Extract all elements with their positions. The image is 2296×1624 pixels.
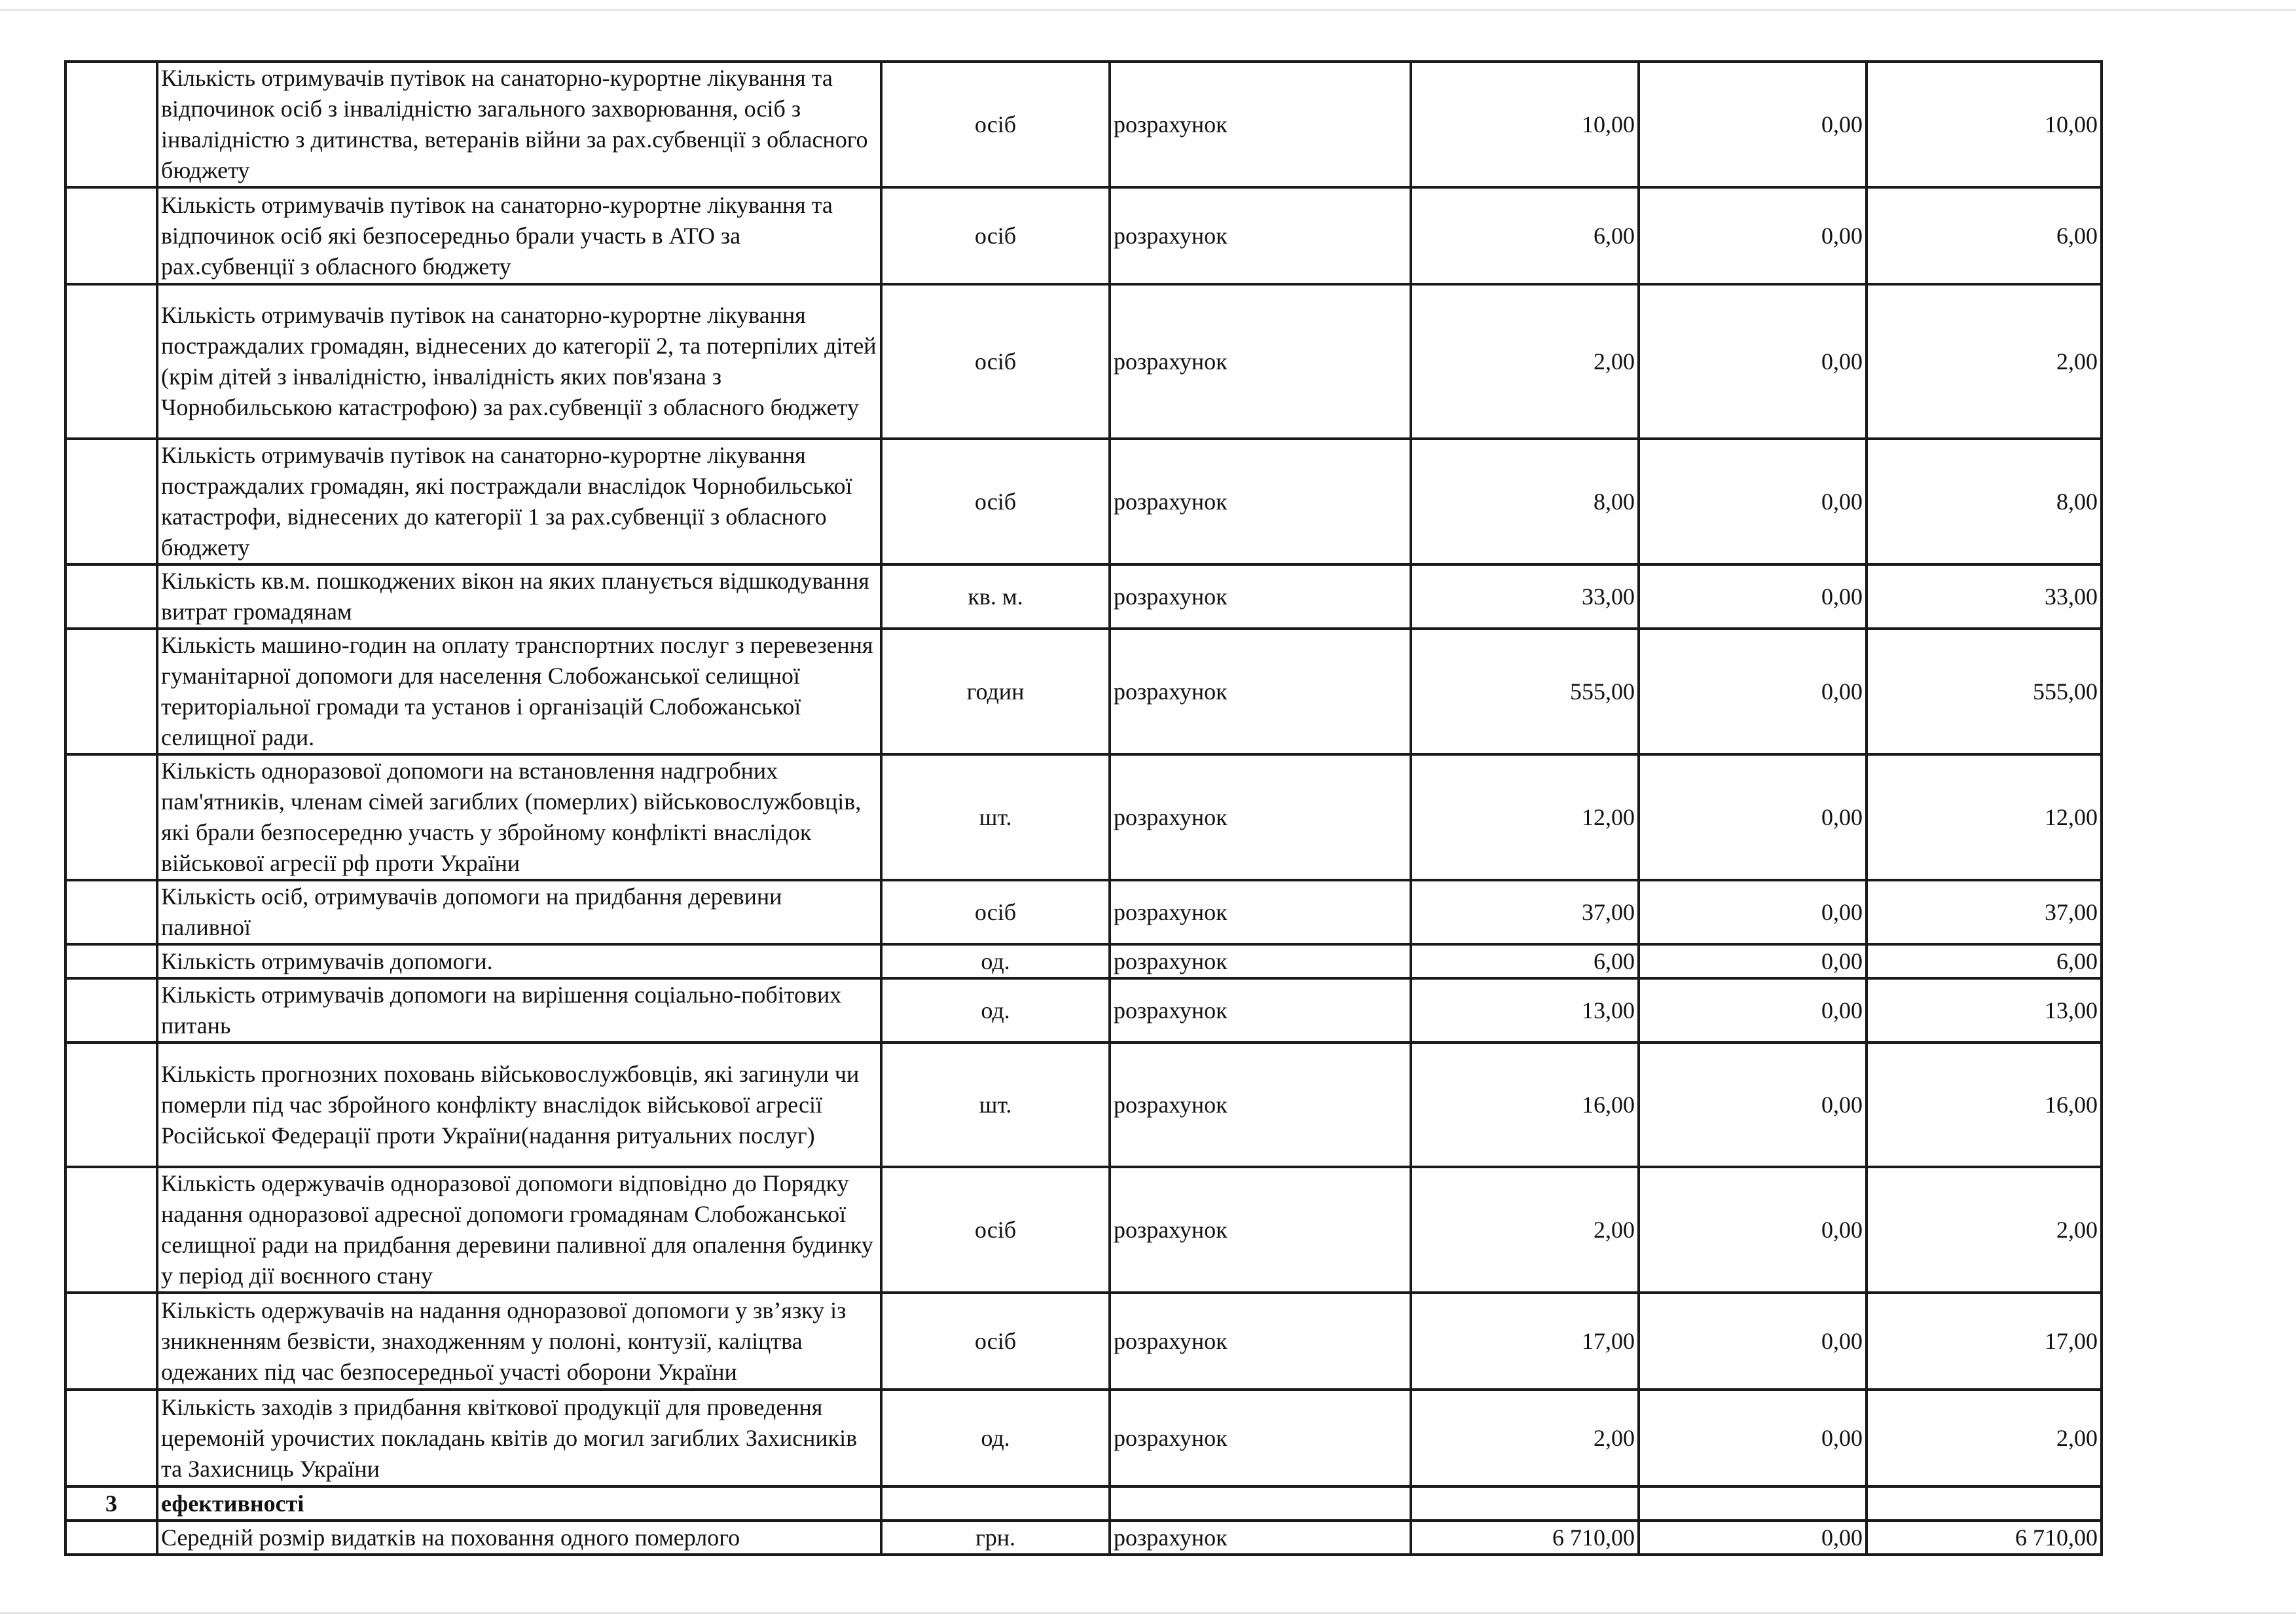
data-source: розрахунок: [1110, 284, 1411, 439]
unit-of-measure: осіб: [881, 439, 1110, 564]
indicator-name: Кількість отримувачів допомоги.: [157, 944, 881, 978]
value-general-fund: 10,00: [1411, 62, 1639, 187]
value-general-fund: 37,00: [1411, 880, 1639, 944]
indicator-name: Кількість одноразової допомоги на встановлення надгробних пам'ятників, членам сімей загиблих (померлих) військовослужбовців, які брали безпосередню участь у збройному конфлікті внаслідок військової агресії рф проти України: [157, 754, 881, 880]
data-source: розрахунок: [1110, 439, 1411, 564]
scan-artifact-bottom: [0, 1612, 2296, 1614]
value-total: 2,00: [1867, 1167, 2102, 1293]
value-total: 33,00: [1867, 564, 2102, 629]
table-row: [65, 62, 2102, 187]
data-source: розрахунок: [1110, 1390, 1411, 1486]
value-special-fund: 0,00: [1639, 1390, 1867, 1486]
unit-of-measure: осіб: [881, 1293, 1110, 1390]
value-total: 555,00: [1867, 629, 2102, 754]
value-general-fund: 33,00: [1411, 564, 1639, 629]
row-number: [65, 754, 157, 880]
table-row: [65, 1167, 2102, 1293]
data-source: розрахунок: [1110, 978, 1411, 1043]
value-general-fund: 2,00: [1411, 1390, 1639, 1486]
value-total: 10,00: [1867, 62, 2102, 187]
value-special-fund: 0,00: [1639, 880, 1867, 944]
row-number: [65, 284, 157, 439]
indicator-name: Кількість одержувачів на надання одноразової допомоги у зв’язку із зникненням безвісти, знаходженням у полоні, контузії, каліцтва одежаних під час безпосередньої участі оборони України: [157, 1293, 881, 1390]
value-general-fund: 2,00: [1411, 284, 1639, 439]
value-total: 16,00: [1867, 1043, 2102, 1167]
section-header-row: [65, 1486, 2102, 1521]
unit-of-measure: осіб: [881, 284, 1110, 439]
unit-of-measure: од.: [881, 1390, 1110, 1486]
value-special-fund: 0,00: [1639, 564, 1867, 629]
data-source: розрахунок: [1110, 564, 1411, 629]
indicator-name: Кількість одержувачів одноразової допомоги відповідно до Порядку надання одноразової адресної допомоги громадянам Слобожанської селищної ради на придбання деревини паливної для опалення будинку у період дії воєнного стану: [157, 1167, 881, 1293]
unit-of-measure: шт.: [881, 1043, 1110, 1167]
table-row: [65, 754, 2102, 880]
table-row: [65, 1390, 2102, 1486]
indicator-name: Кількість кв.м. пошкоджених вікон на яких планується відшкодування витрат громадянам: [157, 564, 881, 629]
indicator-name: Кількість отримувачів путівок на санаторно-курортне лікування постраждалих громадян, віднесених до категорії 2, та потерпілих дітей (крім дітей з інвалідністю, інвалідність яких пов'язана з Чорнобильською катастрофою) за рах.субвенції з обласного бюджету: [157, 284, 881, 439]
value-special-fund: 0,00: [1639, 62, 1867, 187]
row-number: [65, 1521, 157, 1555]
data-source: розрахунок: [1110, 944, 1411, 978]
row-number: 3: [65, 1486, 157, 1521]
unit-of-measure: од.: [881, 978, 1110, 1043]
value-general-fund: 555,00: [1411, 629, 1639, 754]
table-row: [65, 978, 2102, 1043]
unit-of-measure: кв. м.: [881, 564, 1110, 629]
data-source: розрахунок: [1110, 1521, 1411, 1555]
unit-of-measure: осіб: [881, 187, 1110, 284]
indicator-name: Кількість отримувачів путівок на санаторно-курортне лікування постраждалих громадян, які постраждали внаслідок Чорнобильської катастрофи, віднесених до категорії 1 за рах.субвенції з обласного бюджету: [157, 439, 881, 564]
row-number: [65, 1043, 157, 1167]
unit-of-measure: грн.: [881, 1521, 1110, 1555]
value-total: 6,00: [1867, 944, 2102, 978]
value-general-fund: 12,00: [1411, 754, 1639, 880]
value-total: 12,00: [1867, 754, 2102, 880]
row-number: [65, 629, 157, 754]
value-special-fund: 0,00: [1639, 1521, 1867, 1555]
indicator-name: Кількість прогнозних поховань військовослужбовців, які загинули чи померли під час збройного конфлікту внаслідок військової агресії Російської Федерації проти України(надання ритуальних послуг): [157, 1043, 881, 1167]
value-special-fund: 0,00: [1639, 1293, 1867, 1390]
data-source: розрахунок: [1110, 880, 1411, 944]
data-source: розрахунок: [1110, 1293, 1411, 1390]
indicator-name: Кількість отримувачів путівок на санаторно-курортне лікування та відпочинок осіб які безпосередньо брали участь в АТО за рах.субвенції з обласного бюджету: [157, 187, 881, 284]
value-total: [1867, 1486, 2102, 1521]
row-number: [65, 1390, 157, 1486]
data-source: розрахунок: [1110, 1167, 1411, 1293]
table-row: [65, 284, 2102, 439]
value-special-fund: 0,00: [1639, 1167, 1867, 1293]
table-row: [65, 1293, 2102, 1390]
value-special-fund: 0,00: [1639, 978, 1867, 1043]
data-source: розрахунок: [1110, 1043, 1411, 1167]
unit-of-measure: од.: [881, 944, 1110, 978]
indicator-name: ефективності: [157, 1486, 881, 1521]
value-special-fund: 0,00: [1639, 1043, 1867, 1167]
indicator-name: Кількість заходів з придбання квіткової продукції для проведення церемоній урочистих покладань квітів до могил загиблих Захисників та Захисниць України: [157, 1390, 881, 1486]
table-row: [65, 564, 2102, 629]
row-number: [65, 62, 157, 187]
value-general-fund: 6,00: [1411, 944, 1639, 978]
row-number: [65, 564, 157, 629]
indicator-name: Кількість отримувачів допомоги на вирішення соціально-побітових питань: [157, 978, 881, 1043]
value-total: 6,00: [1867, 187, 2102, 284]
table-row: [65, 1043, 2102, 1167]
table-row: [65, 629, 2102, 754]
indicator-name: Кількість осіб, отримувачів допомоги на придбання деревини паливної: [157, 880, 881, 944]
row-number: [65, 978, 157, 1043]
value-general-fund: 6 710,00: [1411, 1521, 1639, 1555]
data-source: розрахунок: [1110, 62, 1411, 187]
indicator-name: Кількість машино-годин на оплату транспортних послуг з перевезення гуманітарної допомоги для населення Слобожанської селищної територіальної громади та установ і організацій Слобожанської селищної ради.: [157, 629, 881, 754]
value-general-fund: 16,00: [1411, 1043, 1639, 1167]
indicator-name: Середній розмір видатків на поховання одного померлого: [157, 1521, 881, 1555]
row-number: [65, 944, 157, 978]
table-row: [65, 439, 2102, 564]
value-total: 17,00: [1867, 1293, 2102, 1390]
value-special-fund: 0,00: [1639, 439, 1867, 564]
unit-of-measure: осіб: [881, 1167, 1110, 1293]
budget-indicators-table: [64, 60, 2103, 1556]
unit-of-measure: осіб: [881, 880, 1110, 944]
value-total: 37,00: [1867, 880, 2102, 944]
value-special-fund: 0,00: [1639, 944, 1867, 978]
data-source: [1110, 1486, 1411, 1521]
table-row: [65, 880, 2102, 944]
value-total: 13,00: [1867, 978, 2102, 1043]
row-number: [65, 1167, 157, 1293]
unit-of-measure: годин: [881, 629, 1110, 754]
table-row: [65, 1521, 2102, 1555]
data-source: розрахунок: [1110, 187, 1411, 284]
value-special-fund: 0,00: [1639, 629, 1867, 754]
unit-of-measure: шт.: [881, 754, 1110, 880]
value-general-fund: [1411, 1486, 1639, 1521]
value-special-fund: 0,00: [1639, 284, 1867, 439]
value-general-fund: 6,00: [1411, 187, 1639, 284]
value-special-fund: [1639, 1486, 1867, 1521]
value-total: 2,00: [1867, 1390, 2102, 1486]
unit-of-measure: осіб: [881, 62, 1110, 187]
value-special-fund: 0,00: [1639, 754, 1867, 880]
value-general-fund: 2,00: [1411, 1167, 1639, 1293]
value-total: 6 710,00: [1867, 1521, 2102, 1555]
row-number: [65, 880, 157, 944]
scan-artifact-top: [0, 9, 2296, 11]
value-total: 8,00: [1867, 439, 2102, 564]
unit-of-measure: [881, 1486, 1110, 1521]
row-number: [65, 1293, 157, 1390]
value-total: 2,00: [1867, 284, 2102, 439]
value-special-fund: 0,00: [1639, 187, 1867, 284]
indicator-name: Кількість отримувачів путівок на санаторно-курортне лікування та відпочинок осіб з інвалідністю загального захворювання, осіб з інвалідністю з дитинства, ветеранів війни за рах.субвенції з обласного бюджету: [157, 62, 881, 187]
table-row: [65, 187, 2102, 284]
data-source: розрахунок: [1110, 754, 1411, 880]
row-number: [65, 439, 157, 564]
table-row: [65, 944, 2102, 978]
data-source: розрахунок: [1110, 629, 1411, 754]
value-general-fund: 17,00: [1411, 1293, 1639, 1390]
value-general-fund: 8,00: [1411, 439, 1639, 564]
table-body: [65, 62, 2102, 1555]
row-number: [65, 187, 157, 284]
value-general-fund: 13,00: [1411, 978, 1639, 1043]
